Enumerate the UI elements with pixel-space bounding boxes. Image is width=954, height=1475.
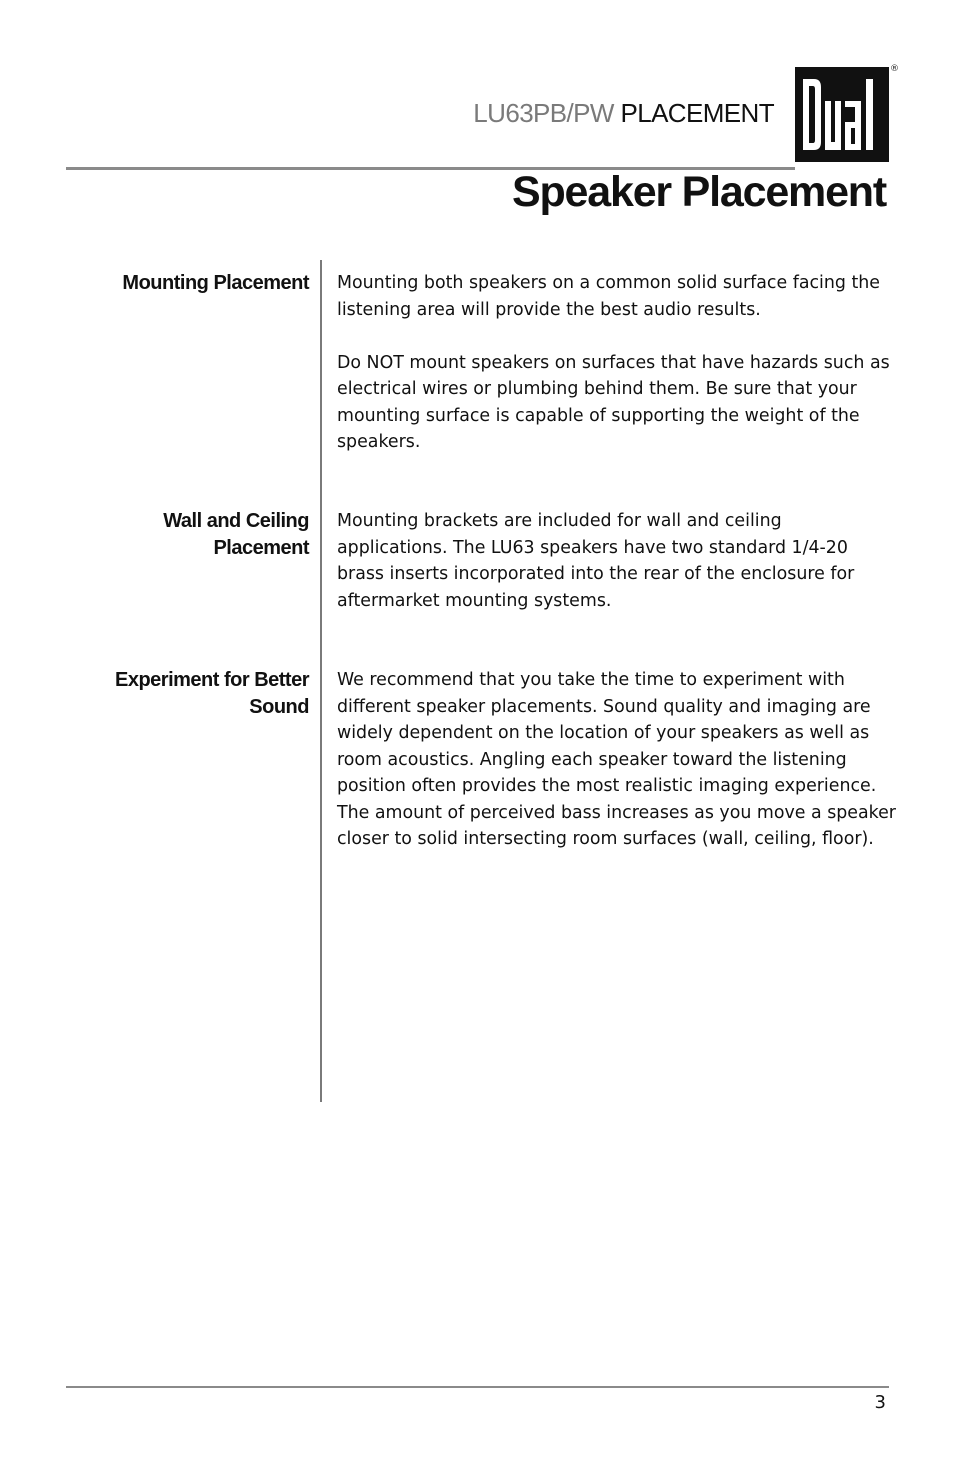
header-model: LU63PB/PW bbox=[473, 98, 614, 128]
header-title bbox=[473, 98, 774, 129]
section-label-experiment-for-better-sound: Experiment for Better Sound bbox=[115, 669, 309, 718]
page-number: 3 bbox=[874, 1392, 886, 1413]
footer-divider bbox=[66, 1386, 889, 1388]
dual-logo bbox=[795, 67, 889, 162]
paragraph: Mounting brackets are included for wall and ceiling applications. The LU63 speakers have two standard 1/4-20 brass inserts incorporated into the rear of the enclosure for aftermarket mounting systems. bbox=[337, 511, 855, 611]
paragraph: Mounting both speakers on a common solid surface facing the listening area will provide the best audio results. bbox=[337, 273, 880, 320]
column-divider bbox=[320, 260, 322, 1102]
section-label-wall-and-ceiling-placement: Wall and Ceiling Placement bbox=[163, 510, 309, 559]
registered-mark: ® bbox=[890, 64, 899, 74]
section-body-experiment-for-better-sound bbox=[337, 667, 897, 853]
section-label-mounting-placement: Mounting Placement bbox=[122, 272, 309, 294]
section-body-mounting-placement bbox=[337, 270, 897, 456]
paragraph: Do NOT mount speakers on surfaces that have hazards such as electrical wires or plumbing behind them. Be sure that your mounting surface is capable of supporting the weight of the speakers. bbox=[337, 352, 890, 452]
paragraph: We recommend that you take the time to experiment with different speaker placements. Sound quality and imaging are widely dependent on the location of your speakers as well as room acoustics. Angling each speaker toward the listening position often provides the most realistic imaging experience. The amount of perceived bass increases as you move a speaker closer to solid intersecting room surfaces (wall, ceiling, floor). bbox=[337, 670, 896, 849]
header-section-word: PLACEMENT bbox=[620, 98, 774, 128]
page-title: Speaker Placement bbox=[512, 168, 886, 216]
section-body-wall-and-ceiling-placement bbox=[337, 508, 897, 614]
